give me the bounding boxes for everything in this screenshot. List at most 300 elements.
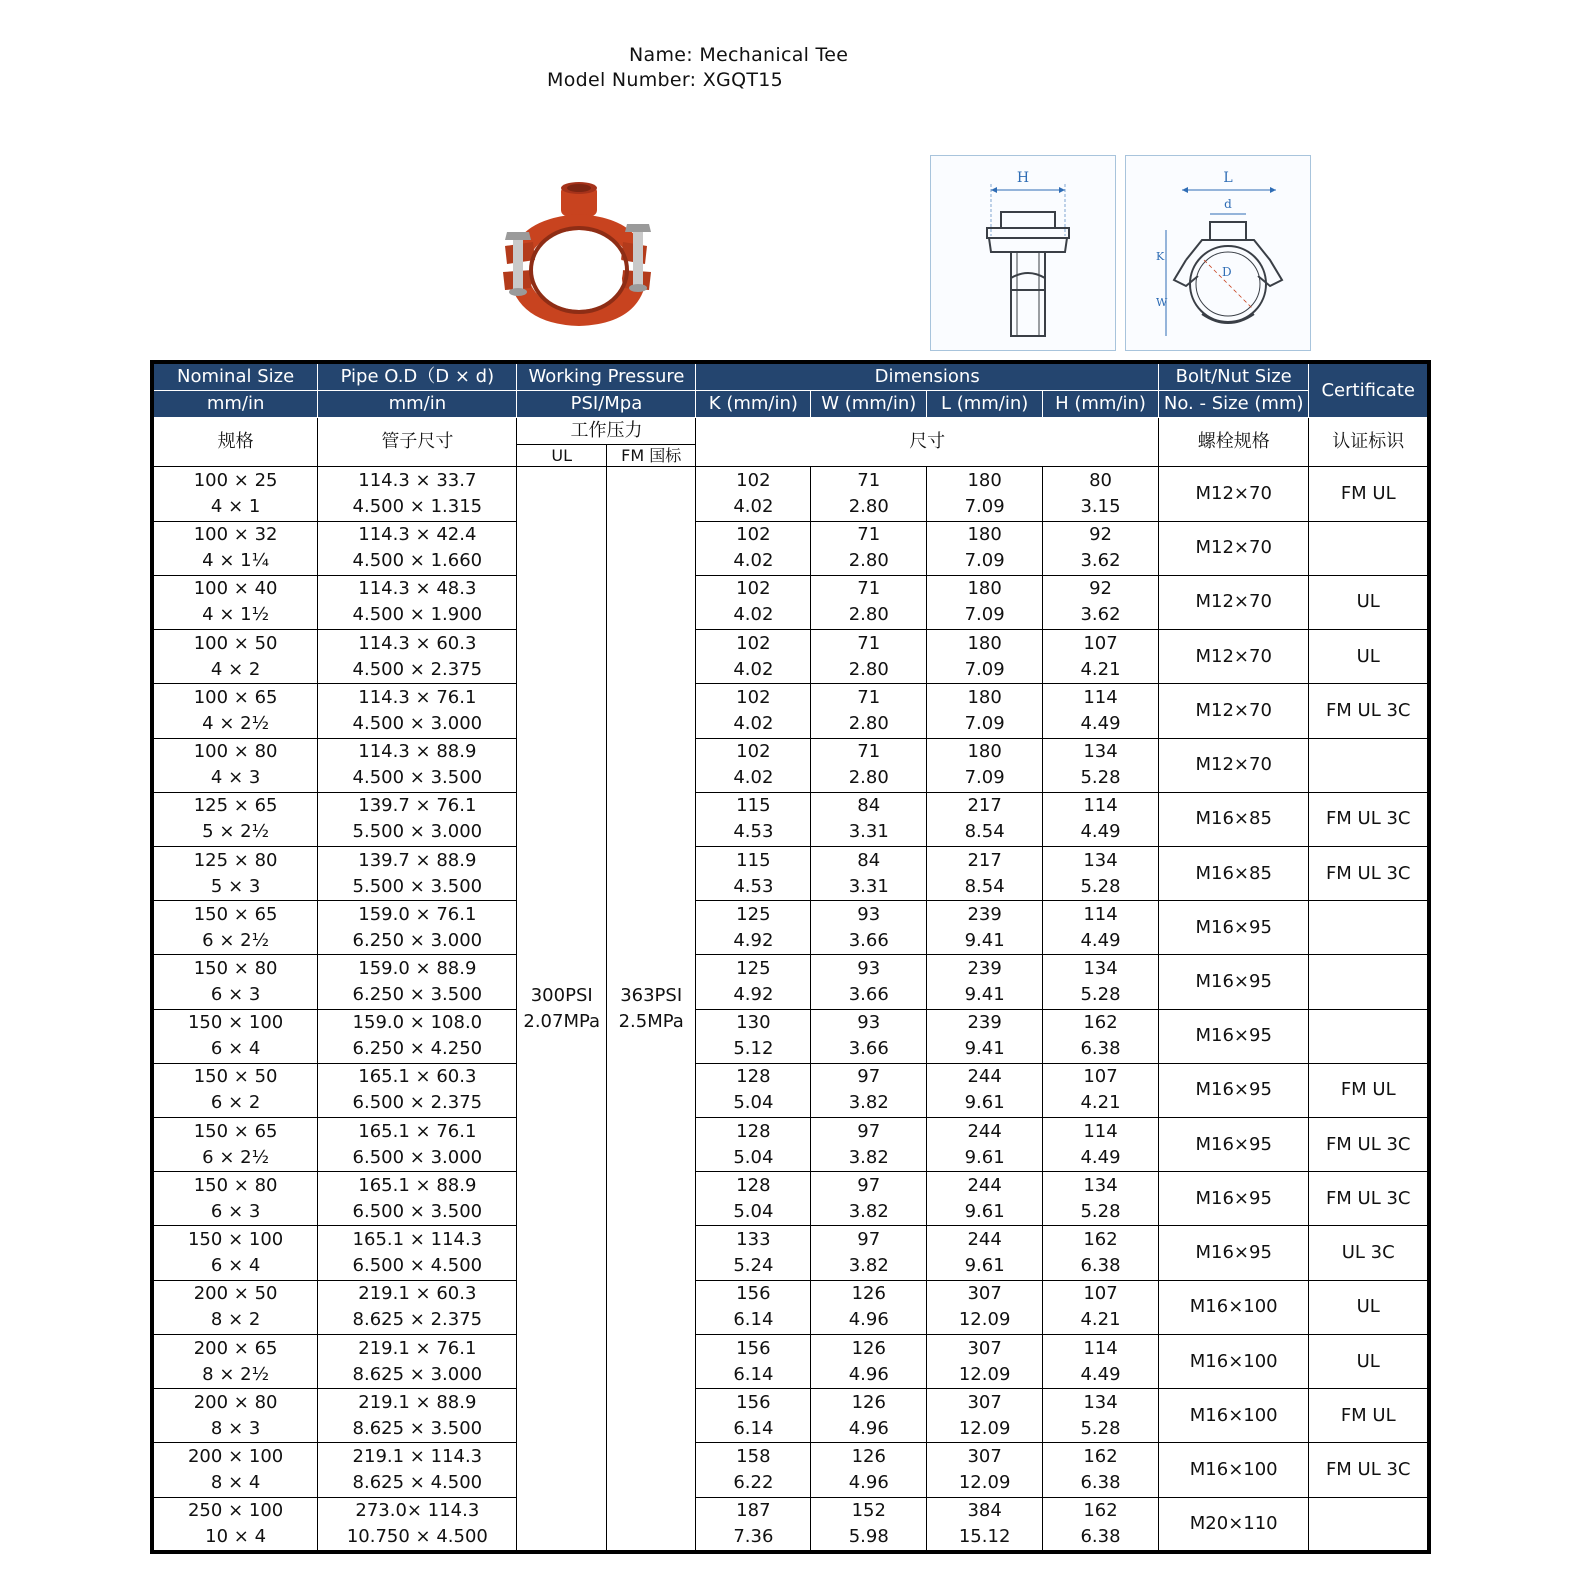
l-in: 7.09 xyxy=(964,496,1005,518)
k-in: 4.92 xyxy=(733,983,774,1005)
pipe-od-mm: 159.0 × 88.9 xyxy=(358,957,477,979)
h-mm: 80 xyxy=(1089,470,1112,492)
w-in: 2.80 xyxy=(848,550,889,572)
k-mm: 102 xyxy=(736,686,771,708)
w-mm: 71 xyxy=(857,741,881,763)
pipe-od-in: 6.500 × 4.500 xyxy=(352,1255,483,1277)
pipe-od-cell xyxy=(318,955,517,1009)
l-mm: 217 xyxy=(967,849,1002,871)
pipe-od-in: 6.250 × 3.000 xyxy=(352,929,483,951)
size-mm: 150 × 100 xyxy=(187,1012,284,1034)
size-mm: 125 × 65 xyxy=(193,795,278,817)
k-in: 4.02 xyxy=(733,604,774,626)
size-mm: 200 × 65 xyxy=(193,1337,278,1359)
l-mm: 244 xyxy=(967,1066,1002,1088)
model-value: XGQT15 xyxy=(702,69,784,91)
header-row-2 xyxy=(152,391,1429,418)
pipe-od-cell xyxy=(318,521,517,575)
size-mm: 200 × 50 xyxy=(193,1283,278,1305)
pipe-od-in: 5.500 × 3.500 xyxy=(352,875,483,897)
mechanical-tee-photo xyxy=(495,180,655,330)
size-in: 4 × 3 xyxy=(210,767,261,789)
certificate-cell xyxy=(1309,1009,1429,1063)
w-cell xyxy=(811,738,927,792)
certificate-cell: FM UL 3C xyxy=(1309,1443,1429,1497)
l-cell xyxy=(927,630,1043,684)
size-mm: 150 × 50 xyxy=(193,1066,278,1088)
w-cell xyxy=(811,1334,927,1388)
h-cell xyxy=(1043,1389,1159,1443)
pipe-od-cell xyxy=(318,1172,517,1226)
w-cell xyxy=(811,792,927,846)
k-mm: 102 xyxy=(736,578,771,600)
col-w: W (mm/in) xyxy=(811,391,927,418)
w-cell xyxy=(811,630,927,684)
ul-pressure-cell-mpa: 2.07MPa xyxy=(523,1010,601,1032)
pipe-od-cell xyxy=(318,467,517,521)
pipe-od-mm: 114.3 × 60.3 xyxy=(358,632,477,654)
k-in: 6.14 xyxy=(733,1417,774,1439)
size-cell xyxy=(152,846,318,900)
size-in: 6 × 2 xyxy=(210,1092,261,1114)
certificate-cell: UL xyxy=(1309,575,1429,629)
w-cell xyxy=(811,1118,927,1172)
h-cell xyxy=(1043,1172,1159,1226)
size-mm: 100 × 32 xyxy=(193,524,278,546)
l-mm: 244 xyxy=(967,1120,1002,1142)
k-mm: 128 xyxy=(736,1120,771,1142)
size-cell xyxy=(152,1280,318,1334)
h-in: 4.49 xyxy=(1080,821,1121,843)
l-in: 8.54 xyxy=(964,875,1005,897)
col-dimensions: Dimensions xyxy=(696,362,1159,391)
pipe-od-mm: 139.7 × 76.1 xyxy=(358,795,477,817)
bolt-cell: M16×95 xyxy=(1158,1172,1308,1226)
h-in: 4.49 xyxy=(1080,929,1121,951)
w-in: 2.80 xyxy=(848,712,889,734)
bolt-cell: M16×95 xyxy=(1158,1063,1308,1117)
pipe-od-mm: 139.7 × 88.9 xyxy=(358,849,477,871)
size-mm: 200 × 100 xyxy=(187,1445,284,1467)
k-in: 4.02 xyxy=(733,550,774,572)
l-in: 12.09 xyxy=(958,1471,1011,1493)
h-in: 4.21 xyxy=(1080,1092,1121,1114)
k-cell xyxy=(696,467,811,521)
l-cell xyxy=(927,1009,1043,1063)
k-in: 4.02 xyxy=(733,767,774,789)
h-mm: 162 xyxy=(1083,1229,1118,1251)
w-cell xyxy=(811,1497,927,1552)
l-cell xyxy=(927,792,1043,846)
pipe-od-in: 8.625 × 3.500 xyxy=(352,1417,483,1439)
table-row xyxy=(152,630,1429,684)
pipe-od-mm: 114.3 × 76.1 xyxy=(358,686,477,708)
k-mm: 128 xyxy=(736,1066,771,1088)
l-cell xyxy=(927,738,1043,792)
k-in: 4.02 xyxy=(733,712,774,734)
size-in: 8 × 3 xyxy=(210,1417,261,1439)
l-cell xyxy=(927,1334,1043,1388)
col-h: H (mm/in) xyxy=(1043,391,1159,418)
size-in: 4 × 1¼ xyxy=(202,550,270,572)
l-mm: 239 xyxy=(967,1012,1002,1034)
l-in: 7.09 xyxy=(964,658,1005,680)
certificate-cell: FM UL 3C xyxy=(1309,846,1429,900)
size-in: 4 × 1½ xyxy=(202,604,270,626)
bolt-cell: M16×85 xyxy=(1158,792,1308,846)
k-in: 5.12 xyxy=(733,1038,774,1060)
certificate-cell: FM UL 3C xyxy=(1309,1118,1429,1172)
pipe-od-in: 4.500 × 3.500 xyxy=(352,767,483,789)
size-mm: 150 × 65 xyxy=(193,1120,278,1142)
certificate-cell: FM UL 3C xyxy=(1309,1172,1429,1226)
size-in: 6 × 2½ xyxy=(202,929,270,951)
h-in: 5.28 xyxy=(1080,875,1121,897)
w-cell xyxy=(811,521,927,575)
h-cell xyxy=(1043,521,1159,575)
w-cell xyxy=(811,1172,927,1226)
w-in: 3.66 xyxy=(848,1038,889,1060)
pipe-od-cell xyxy=(318,738,517,792)
w-cell xyxy=(811,901,927,955)
table-row xyxy=(152,1172,1429,1226)
h-cell xyxy=(1043,901,1159,955)
size-cell xyxy=(152,1389,318,1443)
col-pressure-unit: PSI/Mpa xyxy=(517,391,696,418)
col-l: L (mm/in) xyxy=(927,391,1043,418)
pipe-od-mm: 165.1 × 114.3 xyxy=(352,1229,483,1251)
k-cell xyxy=(696,901,811,955)
size-mm: 100 × 25 xyxy=(193,470,278,492)
w-in: 3.82 xyxy=(848,1092,889,1114)
w-in: 4.96 xyxy=(848,1471,889,1493)
size-in: 10 × 4 xyxy=(205,1525,267,1547)
h-in: 6.38 xyxy=(1080,1471,1121,1493)
l-mm: 244 xyxy=(967,1174,1002,1196)
l-cell xyxy=(927,467,1043,521)
h-cell xyxy=(1043,1497,1159,1552)
table-row xyxy=(152,1063,1429,1117)
w-mm: 93 xyxy=(857,903,881,925)
l-letter: L xyxy=(1223,170,1233,186)
pipe-od-mm: 159.0 × 108.0 xyxy=(352,1012,483,1034)
l-cell xyxy=(927,1118,1043,1172)
fm-pressure-cell xyxy=(606,467,695,1552)
h-in: 5.28 xyxy=(1080,767,1121,789)
col-k: K (mm/in) xyxy=(696,391,811,418)
pipe-od-cell xyxy=(318,575,517,629)
pipe-od-mm: 159.0 × 76.1 xyxy=(358,903,477,925)
h-cell xyxy=(1043,1334,1159,1388)
bolt-cell: M16×100 xyxy=(1158,1443,1308,1497)
l-in: 9.61 xyxy=(964,1200,1005,1222)
l-mm: 217 xyxy=(967,795,1002,817)
certificate-cell xyxy=(1309,955,1429,1009)
bolt-cell: M12×70 xyxy=(1158,630,1308,684)
table-row xyxy=(152,1226,1429,1280)
size-mm: 150 × 65 xyxy=(193,903,278,925)
k-mm: 102 xyxy=(736,632,771,654)
l-in: 9.61 xyxy=(964,1146,1005,1168)
h-in: 5.28 xyxy=(1080,983,1121,1005)
w-cell xyxy=(811,955,927,1009)
pipe-od-cell xyxy=(318,1009,517,1063)
k-cell xyxy=(696,1497,811,1552)
certificate-cell: FM UL xyxy=(1309,467,1429,521)
h-in: 4.49 xyxy=(1080,1363,1121,1385)
col-zh-pressure: 工作压力 xyxy=(517,418,696,445)
size-in: 4 × 2 xyxy=(210,658,261,680)
w-in: 2.80 xyxy=(848,767,889,789)
col-zh-fm: FM 国标 xyxy=(606,445,695,467)
w-cell xyxy=(811,684,927,738)
pipe-od-cell xyxy=(318,1280,517,1334)
size-in: 8 × 2 xyxy=(210,1309,261,1331)
w-mm: 126 xyxy=(851,1391,886,1413)
size-cell xyxy=(152,521,318,575)
col-nominal-size: Nominal Size xyxy=(152,362,318,391)
product-name xyxy=(629,44,848,66)
header-row-zh-1 xyxy=(152,418,1429,445)
size-cell xyxy=(152,792,318,846)
table-row xyxy=(152,575,1429,629)
l-mm: 307 xyxy=(967,1445,1002,1467)
size-cell xyxy=(152,467,318,521)
table-row xyxy=(152,901,1429,955)
k-cell xyxy=(696,792,811,846)
k-mm: 156 xyxy=(736,1337,771,1359)
col-bolt: Bolt/Nut Size xyxy=(1158,362,1308,391)
table-row xyxy=(152,1118,1429,1172)
pipe-od-mm: 219.1 × 88.9 xyxy=(358,1391,477,1413)
bolt-cell: M12×70 xyxy=(1158,575,1308,629)
k-cell xyxy=(696,521,811,575)
w-mm: 97 xyxy=(857,1066,881,1088)
w-in: 3.31 xyxy=(848,821,889,843)
pipe-od-in: 8.625 × 2.375 xyxy=(352,1309,483,1331)
h-in: 4.49 xyxy=(1080,712,1121,734)
k-in: 4.02 xyxy=(733,658,774,680)
h-cell xyxy=(1043,1009,1159,1063)
h-mm: 114 xyxy=(1083,1337,1118,1359)
h-in: 4.49 xyxy=(1080,1146,1121,1168)
l-mm: 239 xyxy=(967,957,1002,979)
col-pipe-od: Pipe O.D（D × d) xyxy=(318,362,517,391)
h-cell xyxy=(1043,575,1159,629)
pipe-od-cell xyxy=(318,1497,517,1552)
l-mm: 180 xyxy=(967,470,1002,492)
pipe-od-mm: 165.1 × 76.1 xyxy=(358,1120,477,1142)
l-cell xyxy=(927,1497,1043,1552)
w-cell xyxy=(811,1389,927,1443)
dimension-drawing-l xyxy=(1125,155,1311,351)
k-letter: K xyxy=(1156,250,1165,263)
pipe-od-in: 6.500 × 2.375 xyxy=(352,1092,483,1114)
ul-pressure-cell xyxy=(517,467,606,1552)
w-in: 3.31 xyxy=(848,875,889,897)
l-in: 8.54 xyxy=(964,821,1005,843)
pipe-od-mm: 219.1 × 60.3 xyxy=(358,1283,477,1305)
size-cell xyxy=(152,1443,318,1497)
col-certificate: Certificate xyxy=(1309,362,1429,418)
k-mm: 158 xyxy=(736,1445,771,1467)
h-mm: 114 xyxy=(1083,795,1118,817)
dimension-drawing-h xyxy=(930,155,1116,351)
size-mm: 150 × 80 xyxy=(193,957,278,979)
size-cell xyxy=(152,1497,318,1552)
h-cell xyxy=(1043,738,1159,792)
h-mm: 134 xyxy=(1083,957,1118,979)
col-bolt-unit: No. - Size (mm) xyxy=(1158,391,1308,418)
certificate-cell: FM UL 3C xyxy=(1309,684,1429,738)
size-in: 4 × 2½ xyxy=(202,712,270,734)
k-in: 5.04 xyxy=(733,1200,774,1222)
w-cell xyxy=(811,1063,927,1117)
k-cell xyxy=(696,955,811,1009)
k-in: 4.02 xyxy=(733,496,774,518)
h-mm: 134 xyxy=(1083,1391,1118,1413)
w-in: 4.96 xyxy=(848,1363,889,1385)
k-in: 6.22 xyxy=(733,1471,774,1493)
k-in: 4.53 xyxy=(733,875,774,897)
h-cell xyxy=(1043,792,1159,846)
certificate-cell: UL xyxy=(1309,1280,1429,1334)
size-cell xyxy=(152,684,318,738)
k-cell xyxy=(696,1009,811,1063)
certificate-cell: FM UL 3C xyxy=(1309,792,1429,846)
k-in: 4.92 xyxy=(733,929,774,951)
size-cell xyxy=(152,1334,318,1388)
pipe-od-in: 10.750 × 4.500 xyxy=(346,1525,488,1547)
pipe-od-in: 6.250 × 3.500 xyxy=(352,983,483,1005)
pipe-od-mm: 114.3 × 42.4 xyxy=(358,524,477,546)
certificate-cell xyxy=(1309,901,1429,955)
w-mm: 93 xyxy=(857,1012,881,1034)
l-in: 9.41 xyxy=(964,983,1005,1005)
k-in: 6.14 xyxy=(733,1363,774,1385)
h-mm: 134 xyxy=(1083,849,1118,871)
size-cell xyxy=(152,630,318,684)
h-in: 6.38 xyxy=(1080,1255,1121,1277)
table-row xyxy=(152,467,1429,521)
h-mm: 162 xyxy=(1083,1445,1118,1467)
w-in: 2.80 xyxy=(848,496,889,518)
size-in: 6 × 4 xyxy=(210,1255,261,1277)
size-cell xyxy=(152,1118,318,1172)
pipe-od-in: 6.500 × 3.000 xyxy=(352,1146,483,1168)
k-mm: 156 xyxy=(736,1391,771,1413)
pipe-od-cell xyxy=(318,1118,517,1172)
table-row xyxy=(152,1497,1429,1552)
table-row xyxy=(152,1009,1429,1063)
h-cell xyxy=(1043,1063,1159,1117)
pipe-od-mm: 273.0× 114.3 xyxy=(355,1499,480,1521)
h-mm: 107 xyxy=(1083,1283,1118,1305)
w-in: 2.80 xyxy=(848,658,889,680)
k-mm: 125 xyxy=(736,957,771,979)
k-cell xyxy=(696,846,811,900)
k-in: 7.36 xyxy=(733,1525,774,1547)
h-in: 4.21 xyxy=(1080,658,1121,680)
size-in: 8 × 2½ xyxy=(202,1363,270,1385)
l-cell xyxy=(927,1226,1043,1280)
k-cell xyxy=(696,1172,811,1226)
h-cell xyxy=(1043,684,1159,738)
w-mm: 84 xyxy=(857,849,881,871)
bolt-cell: M12×70 xyxy=(1158,467,1308,521)
l-mm: 384 xyxy=(967,1499,1002,1521)
w-in: 2.80 xyxy=(848,604,889,626)
size-mm: 150 × 100 xyxy=(187,1229,284,1251)
k-mm: 115 xyxy=(736,795,771,817)
l-mm: 180 xyxy=(967,741,1002,763)
size-in: 8 × 4 xyxy=(210,1471,261,1493)
l-in: 12.09 xyxy=(958,1309,1011,1331)
l-mm: 307 xyxy=(967,1337,1002,1359)
w-in: 3.82 xyxy=(848,1255,889,1277)
pipe-od-mm: 219.1 × 114.3 xyxy=(352,1445,483,1467)
size-mm: 100 × 80 xyxy=(193,741,278,763)
size-mm: 250 × 100 xyxy=(187,1499,284,1521)
table-row xyxy=(152,521,1429,575)
spec-table xyxy=(150,360,1431,1554)
h-cell xyxy=(1043,1118,1159,1172)
certificate-cell: UL xyxy=(1309,1334,1429,1388)
bolt-cell: M16×95 xyxy=(1158,1009,1308,1063)
bolt-cell: M12×70 xyxy=(1158,684,1308,738)
k-mm: 156 xyxy=(736,1283,771,1305)
size-cell xyxy=(152,575,318,629)
l-in: 9.41 xyxy=(964,929,1005,951)
h-cell xyxy=(1043,1443,1159,1497)
name-label: Name: xyxy=(629,44,693,66)
k-mm: 102 xyxy=(736,470,771,492)
size-cell xyxy=(152,1009,318,1063)
size-in: 5 × 2½ xyxy=(202,821,270,843)
col-working-pressure: Working Pressure xyxy=(517,362,696,391)
pipe-od-in: 4.500 × 1.900 xyxy=(352,604,483,626)
table-row xyxy=(152,684,1429,738)
certificate-cell: UL xyxy=(1309,630,1429,684)
l-in: 12.09 xyxy=(958,1363,1011,1385)
h-cell xyxy=(1043,630,1159,684)
h-cell xyxy=(1043,467,1159,521)
l-mm: 180 xyxy=(967,578,1002,600)
bolt-cell: M12×70 xyxy=(1158,521,1308,575)
D-letter: D xyxy=(1222,265,1232,279)
k-mm: 125 xyxy=(736,903,771,925)
pipe-od-cell xyxy=(318,630,517,684)
fm-pressure-cell-mpa: 2.5MPa xyxy=(618,1010,684,1032)
col-zh-ul: UL xyxy=(517,445,606,467)
l-mm: 239 xyxy=(967,903,1002,925)
k-cell xyxy=(696,1280,811,1334)
k-mm: 130 xyxy=(736,1012,771,1034)
size-cell xyxy=(152,1226,318,1280)
l-in: 7.09 xyxy=(964,712,1005,734)
h-mm: 107 xyxy=(1083,632,1118,654)
h-mm: 134 xyxy=(1083,741,1118,763)
ul-pressure-cell-psi: 300PSI xyxy=(530,984,593,1006)
pipe-od-cell xyxy=(318,846,517,900)
pipe-od-cell xyxy=(318,1063,517,1117)
l-mm: 244 xyxy=(967,1229,1002,1251)
l-mm: 180 xyxy=(967,686,1002,708)
bolt-cell: M16×95 xyxy=(1158,955,1308,1009)
k-cell xyxy=(696,1063,811,1117)
w-mm: 152 xyxy=(851,1499,886,1521)
l-in: 9.61 xyxy=(964,1255,1005,1277)
